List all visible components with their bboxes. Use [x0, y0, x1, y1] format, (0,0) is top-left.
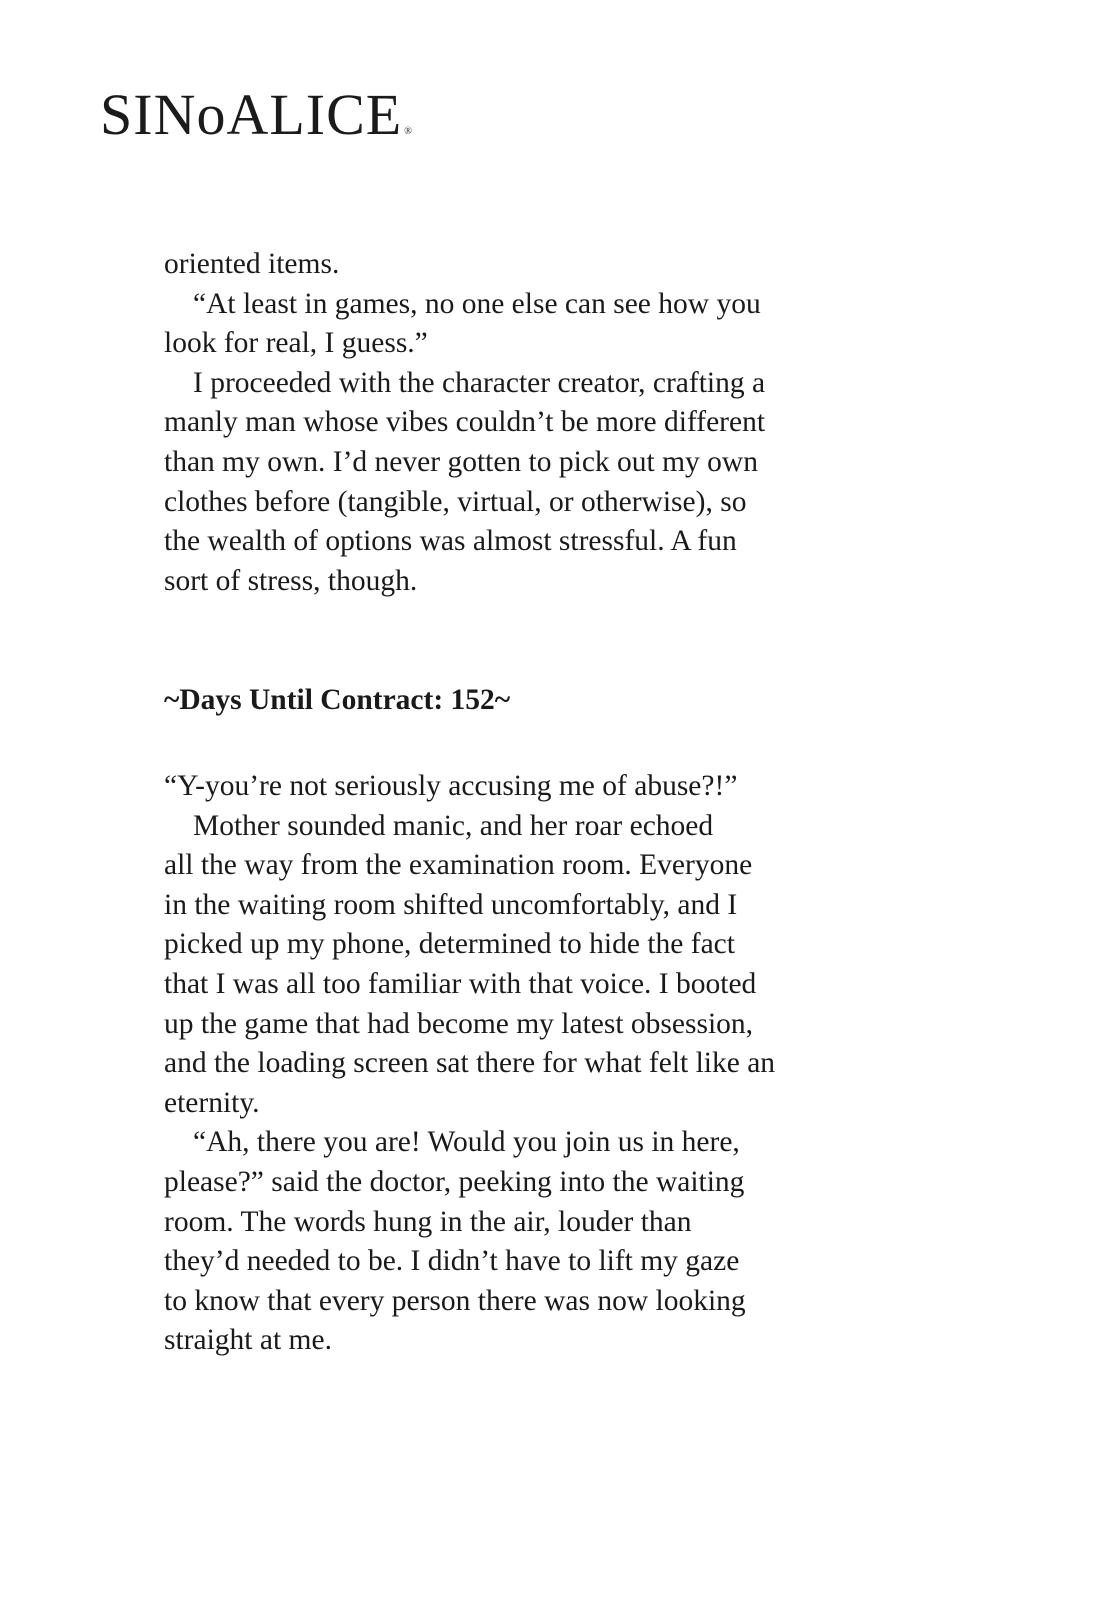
paragraph-block-2: [164, 767, 884, 1361]
text-line: look for real, I guess.”: [164, 327, 428, 360]
section-heading: ~Days Until Contract: 152~: [164, 684, 511, 716]
text-line: picked up my phone, determined to hide the fact: [164, 928, 735, 961]
text-line: manly man whose vibes couldn’t be more different: [164, 406, 766, 439]
text-line: sort of stress, though.: [164, 564, 418, 597]
text-line: “Ah, there you are! Would you join us in here,: [193, 1126, 740, 1159]
text-line: up the game that had become my latest obsession,: [164, 1007, 754, 1040]
text-line: the wealth of options was almost stressful. A fun: [164, 525, 737, 558]
text-line: “Y-you’re not seriously accusing me of abuse?!”: [164, 770, 738, 802]
paragraph-block-1: [164, 245, 884, 601]
text-line: straight at me.: [164, 1324, 332, 1357]
sinoalice-logo: [100, 82, 413, 147]
text-line: please?” said the doctor, peeking into the waiting: [164, 1165, 745, 1198]
text-line: Mother sounded manic, and her roar echoed: [193, 809, 714, 842]
text-line: that I was all too familiar with that voice. I booted: [164, 967, 757, 1000]
logo-text: SINoALICE: [100, 82, 403, 147]
text-line: “At least in games, no one else can see how you: [193, 287, 761, 320]
text-line: eternity.: [164, 1086, 260, 1119]
text-line: they’d needed to be. I didn’t have to lift my gaze: [164, 1245, 740, 1278]
text-line: than my own. I’d never gotten to pick out my own: [164, 445, 758, 478]
text-line: to know that every person there was now looking: [164, 1284, 746, 1317]
text-line: I proceeded with the character creator, crafting a: [193, 366, 766, 399]
text-line: all the way from the examination room. Everyone: [164, 849, 753, 882]
text-line: in the waiting room shifted uncomfortably, and I: [164, 888, 738, 921]
registered-mark: ®: [404, 126, 413, 137]
text-line: and the loading screen sat there for what felt like an: [164, 1047, 776, 1080]
text-line: clothes before (tangible, virtual, or otherwise), so: [164, 485, 747, 518]
text-line: room. The words hung in the air, louder than: [164, 1205, 692, 1238]
text-line: oriented items.: [164, 248, 340, 280]
